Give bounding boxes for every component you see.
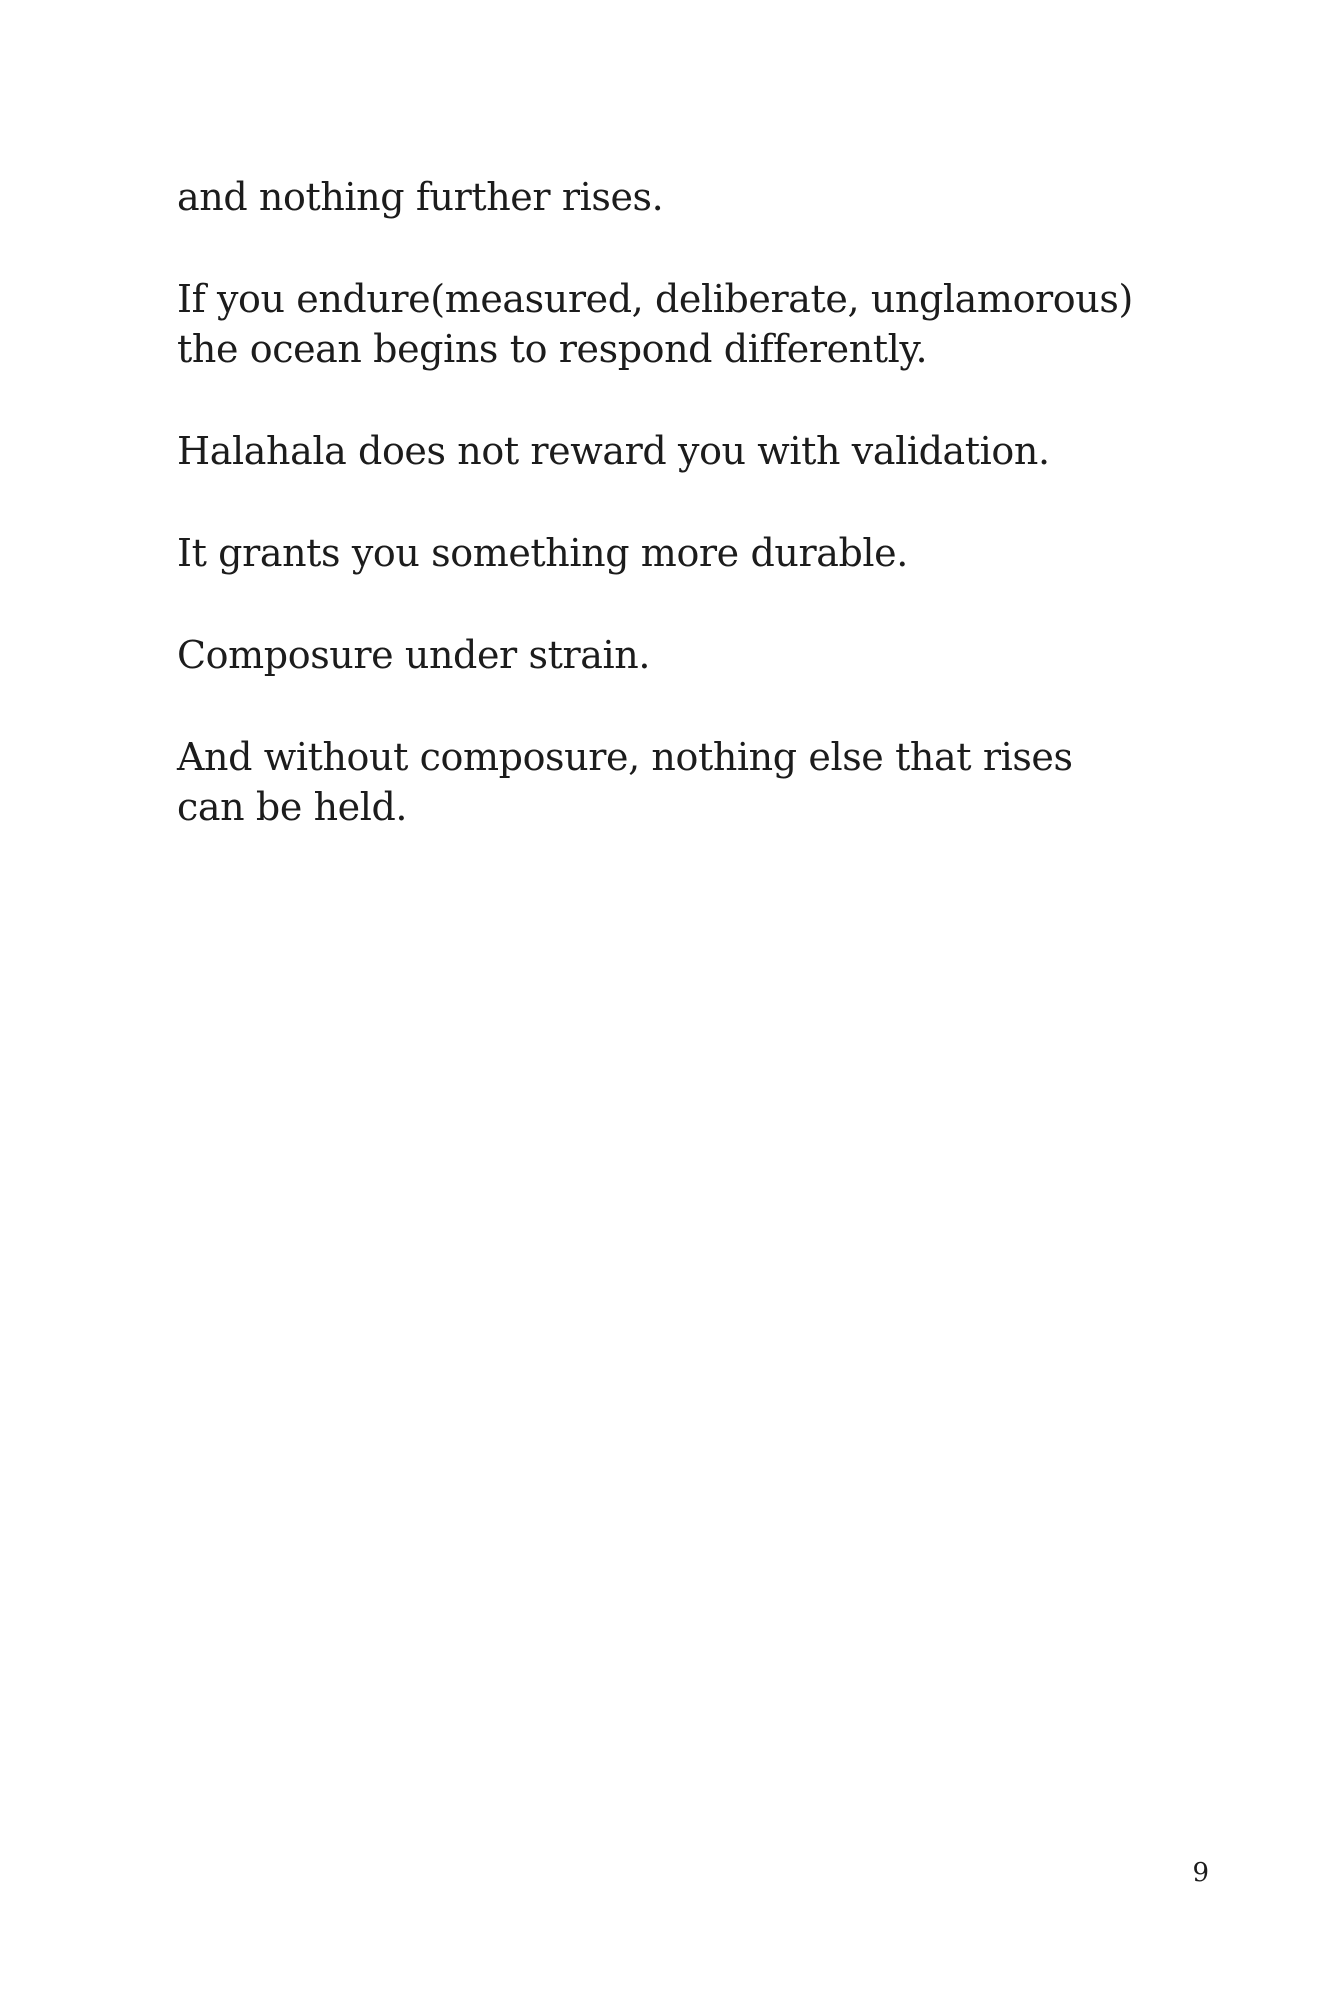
paragraph: It grants you something more durable. [177, 531, 908, 575]
body-text [177, 172, 1137, 884]
paragraph: Composure under strain. [177, 633, 650, 677]
paragraph: and nothing further rises. [177, 175, 664, 219]
paragraph: Halahala does not reward you with validation. [177, 429, 1050, 473]
paragraph: If you endure(measured, deliberate, unglamorous) the ocean begins to respond differently. [177, 277, 1133, 371]
paragraph: And without composure, nothing else that rises can be held. [177, 735, 1073, 829]
page-number: 9 [1192, 1858, 1209, 1888]
